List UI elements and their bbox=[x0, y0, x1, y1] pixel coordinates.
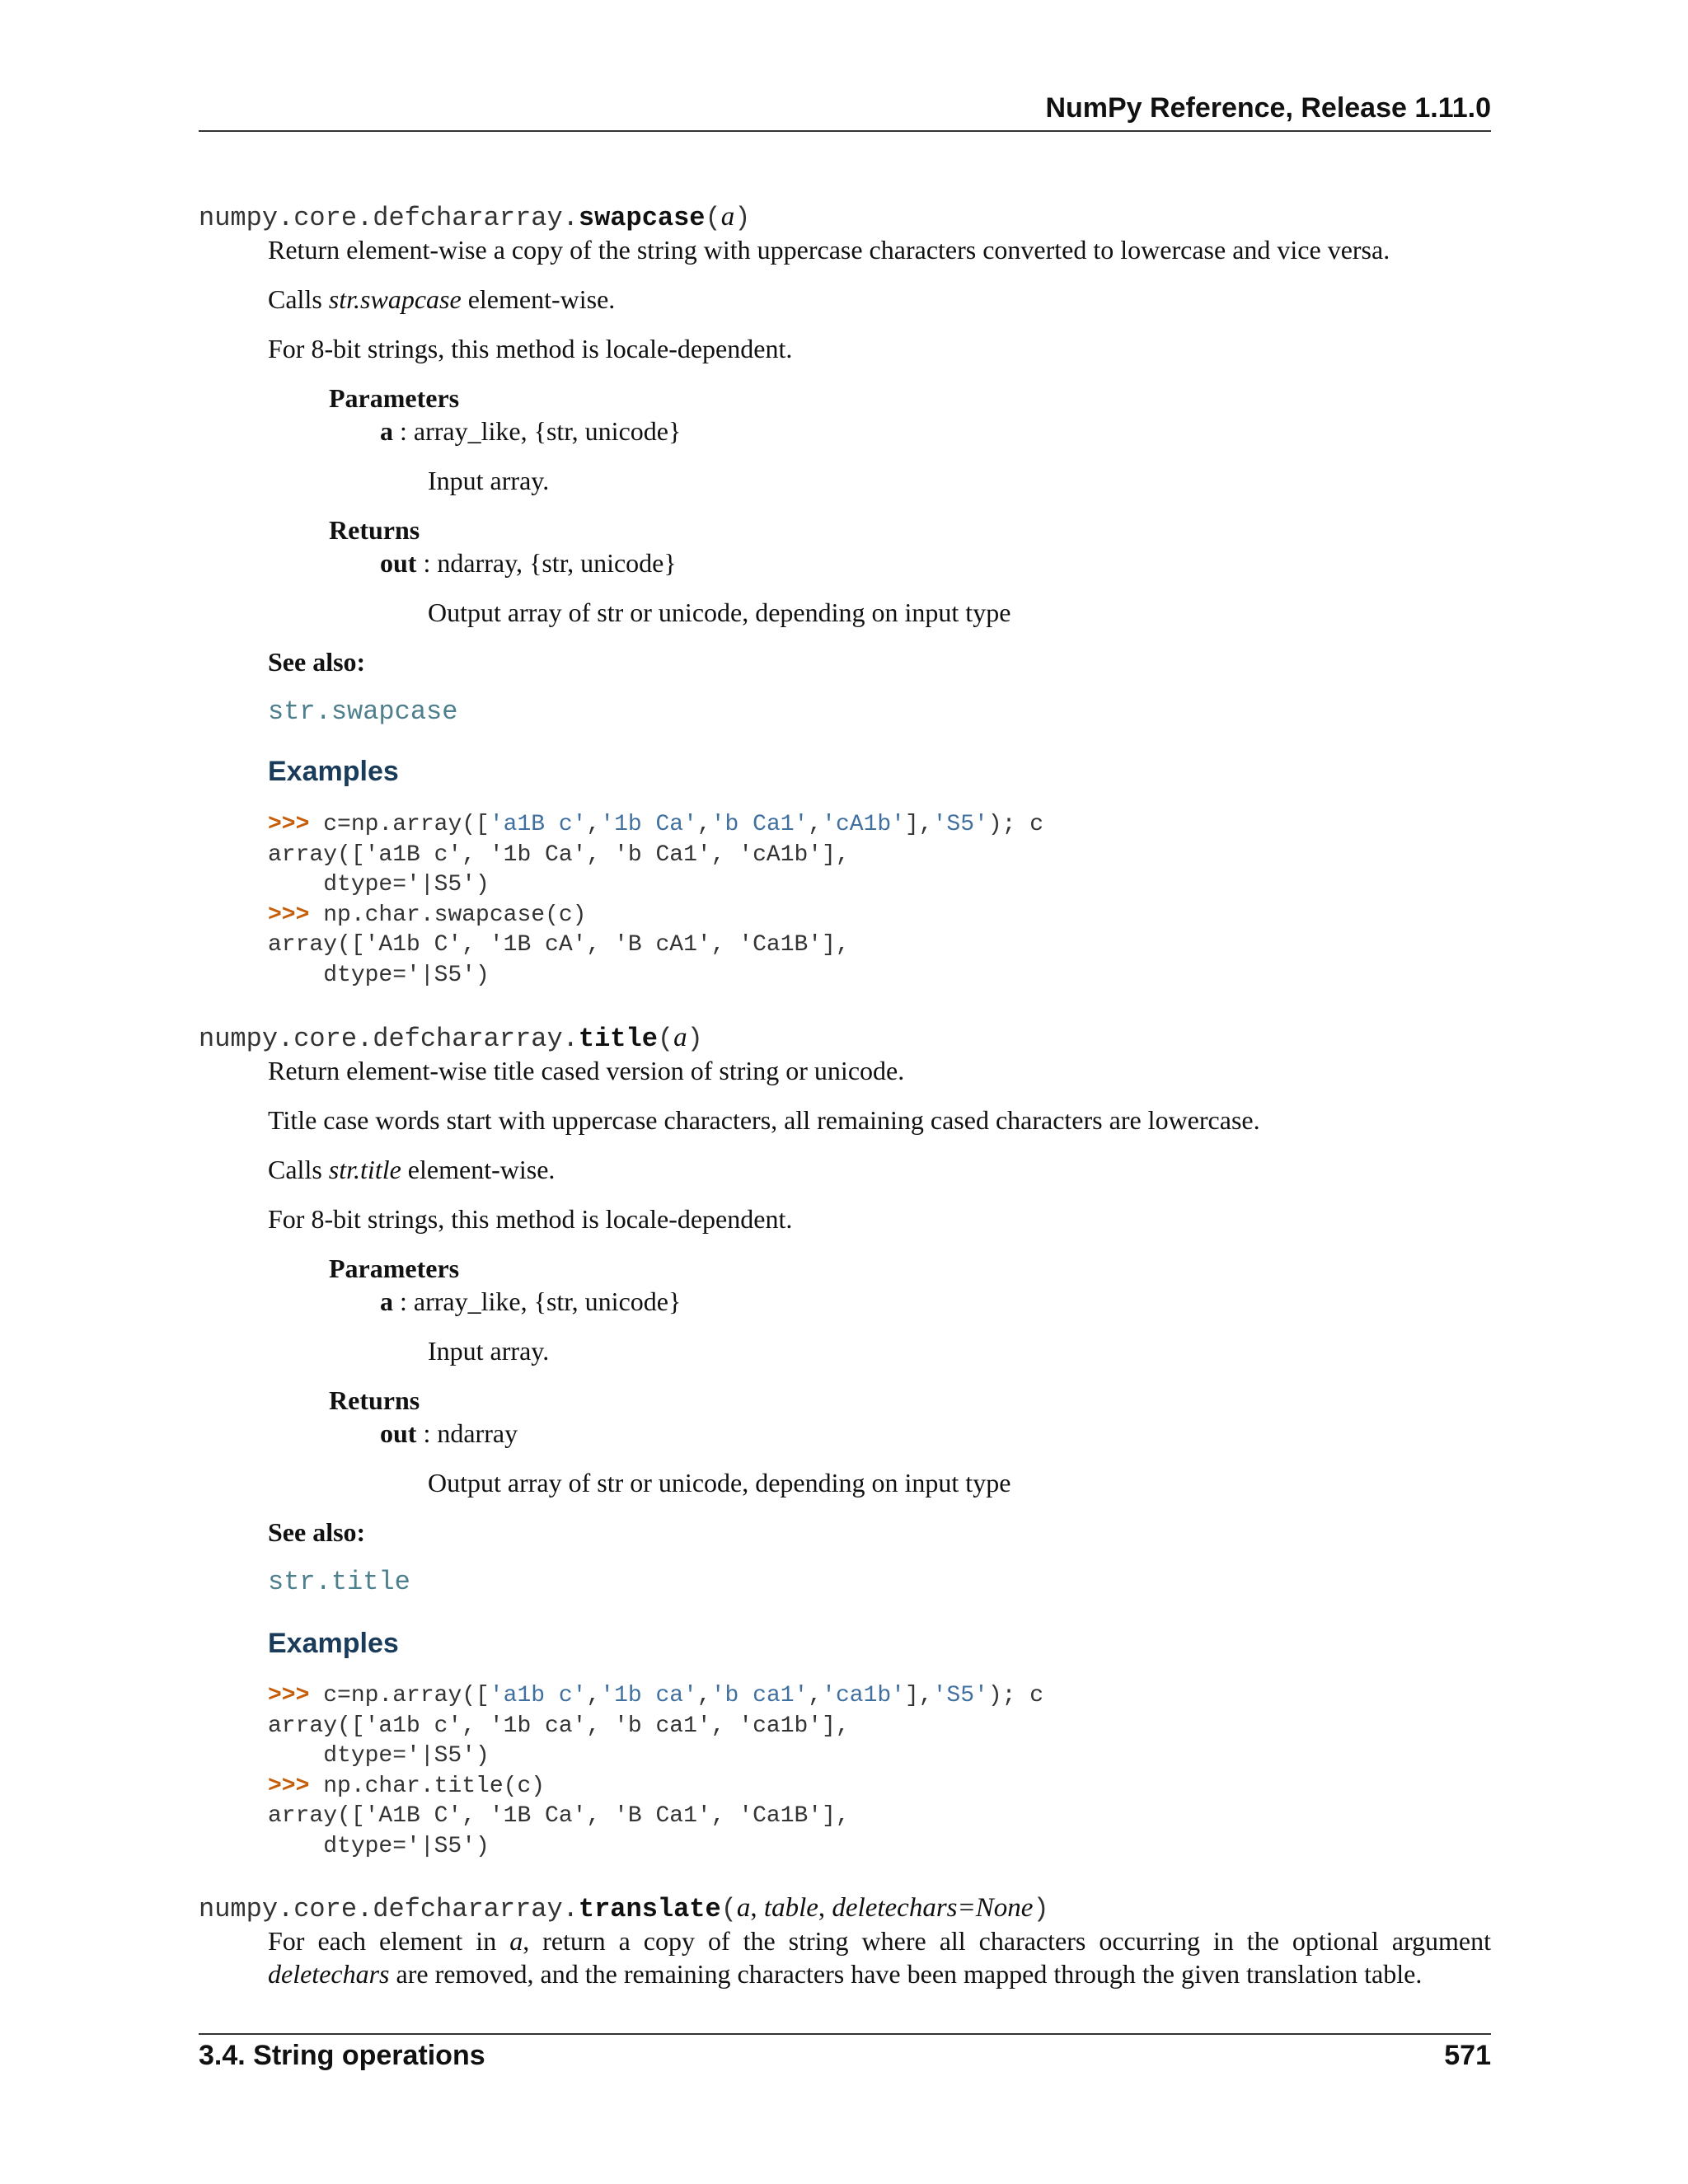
sig-close: ) bbox=[734, 203, 751, 233]
title-calls bbox=[268, 1153, 555, 1186]
title-see-also-label: See also: bbox=[268, 1517, 366, 1547]
code-string: 'cA1b' bbox=[822, 812, 905, 837]
sig-comma: , bbox=[750, 1893, 764, 1923]
swapcase-locale-note: For 8-bit strings, this method is locale-dependent. bbox=[268, 334, 793, 363]
code-string: 'S5' bbox=[932, 1683, 988, 1708]
code-line: dtype='|S5') bbox=[268, 1833, 490, 1859]
page-number: 571 bbox=[1444, 2040, 1491, 2071]
code-line: array(['A1b C', '1B cA', 'B cA1', 'Ca1B'], bbox=[268, 932, 850, 958]
param-name: a bbox=[380, 1286, 393, 1316]
calls-pre: Calls bbox=[268, 1155, 329, 1184]
param-name: a bbox=[380, 416, 393, 446]
calls-post: element-wise. bbox=[461, 284, 616, 314]
return-type: : ndarray bbox=[416, 1418, 518, 1448]
swapcase-see-also-link[interactable]: str.swapcase bbox=[268, 696, 458, 727]
code-text: , bbox=[696, 812, 711, 837]
return-name: out bbox=[380, 1418, 417, 1448]
code-text: , bbox=[586, 1683, 601, 1708]
code-string: 'a1b c' bbox=[489, 1683, 587, 1708]
code-text: ); c bbox=[987, 812, 1044, 837]
swapcase-returns-label: Returns bbox=[329, 515, 420, 545]
code-string: 'a1B c' bbox=[489, 812, 587, 837]
title-return-out bbox=[380, 1417, 518, 1450]
sig-name: swapcase bbox=[578, 203, 706, 233]
code-line: array(['a1B c', '1b Ca', 'b Ca1', 'cA1b'], bbox=[268, 841, 850, 868]
code-string: '1b Ca' bbox=[600, 812, 697, 837]
sig-open: ( bbox=[720, 1894, 737, 1924]
sig-arg: a bbox=[720, 202, 735, 232]
swapcase-param-desc: Input array. bbox=[428, 466, 550, 495]
sig-open: ( bbox=[657, 1024, 674, 1054]
return-name: out bbox=[380, 548, 417, 578]
footer-section: 3.4. String operations bbox=[199, 2040, 485, 2071]
sig-name: title bbox=[578, 1024, 658, 1054]
desc-text: are removed, and the remaining characters have been mapped through the given translation table. bbox=[389, 1959, 1423, 1989]
title-description-2: Title case words start with uppercase characters, all remaining cased characters are lowercase. bbox=[268, 1105, 1260, 1135]
code-line: dtype='|S5') bbox=[268, 872, 490, 898]
code-prompt: >>> bbox=[268, 812, 324, 837]
calls-ref: str.swapcase bbox=[328, 284, 462, 314]
code-text: c=np.array([ bbox=[323, 1683, 490, 1708]
translate-signature bbox=[199, 1892, 1049, 1925]
swapcase-parameters-label: Parameters bbox=[329, 383, 460, 413]
title-param-desc: Input array. bbox=[428, 1336, 550, 1366]
code-prompt: >>> bbox=[268, 1773, 324, 1799]
swapcase-return-out bbox=[380, 546, 677, 579]
swapcase-see-also-label: See also: bbox=[268, 647, 366, 677]
title-description: Return element-wise title cased version of string or unicode. bbox=[268, 1056, 905, 1085]
code-text: np.char.title(c) bbox=[323, 1773, 546, 1799]
sig-close: ) bbox=[1033, 1894, 1049, 1924]
title-returns-label: Returns bbox=[329, 1385, 420, 1415]
title-example-code bbox=[268, 1681, 1043, 1862]
desc-text: For each element in bbox=[268, 1926, 510, 1956]
desc-arg-a: a bbox=[509, 1926, 523, 1956]
code-text: ); c bbox=[987, 1683, 1044, 1708]
code-text: , bbox=[808, 1683, 823, 1708]
translate-description bbox=[268, 1924, 1491, 1990]
title-return-desc: Output array of str or unicode, depending on input type bbox=[428, 1468, 1011, 1497]
swapcase-param-a bbox=[380, 415, 681, 448]
param-type: : array_like, {str, unicode} bbox=[393, 416, 682, 446]
code-text: , bbox=[808, 812, 823, 837]
swapcase-signature bbox=[199, 201, 750, 234]
sig-name: translate bbox=[578, 1894, 721, 1924]
swapcase-return-desc: Output array of str or unicode, depending on input type bbox=[428, 598, 1011, 627]
code-prompt: >>> bbox=[268, 902, 324, 928]
calls-ref: str.title bbox=[328, 1155, 401, 1184]
code-string: 'S5' bbox=[932, 812, 988, 837]
code-prompt: >>> bbox=[268, 1683, 324, 1708]
code-text: ], bbox=[905, 1683, 933, 1708]
code-string: 'b Ca1' bbox=[710, 812, 809, 837]
code-string: 'b ca1' bbox=[710, 1683, 809, 1708]
code-line: dtype='|S5') bbox=[268, 1743, 490, 1769]
code-text: , bbox=[586, 812, 601, 837]
code-line bbox=[268, 1772, 1043, 1802]
code-string: '1b ca' bbox=[600, 1683, 697, 1708]
code-line bbox=[268, 1681, 1043, 1712]
code-line bbox=[268, 901, 1043, 931]
sig-comma: , bbox=[818, 1893, 832, 1923]
code-text: np.char.swapcase(c) bbox=[323, 902, 587, 928]
sig-prefix: numpy.core.defchararray. bbox=[199, 1024, 579, 1054]
sig-open: ( bbox=[705, 203, 721, 233]
header-rule bbox=[199, 130, 1491, 132]
title-examples-heading: Examples bbox=[268, 1628, 399, 1659]
page-footer bbox=[199, 2040, 1491, 2072]
swapcase-description: Return element-wise a copy of the string with uppercase characters converted to lowercase and vice versa. bbox=[268, 235, 1390, 265]
title-param-a bbox=[380, 1285, 681, 1318]
swapcase-calls bbox=[268, 283, 615, 316]
return-type: : ndarray, {str, unicode} bbox=[416, 548, 677, 578]
desc-text: , return a copy of the string where all characters occurring in the optional argument bbox=[523, 1926, 1492, 1956]
swapcase-examples-heading: Examples bbox=[268, 756, 399, 787]
code-line: array(['A1B C', '1B Ca', 'B Ca1', 'Ca1B'], bbox=[268, 1803, 850, 1829]
param-type: : array_like, {str, unicode} bbox=[393, 1286, 682, 1316]
code-line bbox=[268, 810, 1043, 841]
swapcase-example-code bbox=[268, 810, 1043, 991]
title-parameters-label: Parameters bbox=[329, 1254, 460, 1283]
code-text: c=np.array([ bbox=[323, 812, 490, 837]
document-page bbox=[199, 0, 1491, 2184]
title-locale-note: For 8-bit strings, this method is locale-dependent. bbox=[268, 1204, 793, 1234]
sig-arg-deletechars: deletechars=None bbox=[832, 1893, 1034, 1923]
title-see-also-link[interactable]: str.title bbox=[268, 1567, 410, 1597]
footer-rule bbox=[199, 2033, 1491, 2035]
sig-close: ) bbox=[687, 1024, 703, 1054]
sig-arg: a bbox=[673, 1023, 687, 1052]
sig-arg-table: table bbox=[763, 1893, 818, 1923]
sig-arg-a: a bbox=[736, 1893, 751, 1923]
code-text: ], bbox=[905, 812, 933, 837]
page-header-title: NumPy Reference, Release 1.11.0 bbox=[1045, 92, 1491, 124]
code-line: array(['a1b c', '1b ca', 'b ca1', 'ca1b'], bbox=[268, 1713, 850, 1739]
code-string: 'ca1b' bbox=[822, 1683, 905, 1708]
sig-prefix: numpy.core.defchararray. bbox=[199, 203, 579, 233]
title-signature bbox=[199, 1022, 703, 1055]
code-text: , bbox=[696, 1683, 711, 1708]
desc-arg-deletechars: deletechars bbox=[268, 1959, 390, 1989]
sig-prefix: numpy.core.defchararray. bbox=[199, 1894, 579, 1924]
calls-pre: Calls bbox=[268, 284, 329, 314]
calls-post: element-wise. bbox=[401, 1155, 556, 1184]
code-line: dtype='|S5') bbox=[268, 962, 490, 988]
